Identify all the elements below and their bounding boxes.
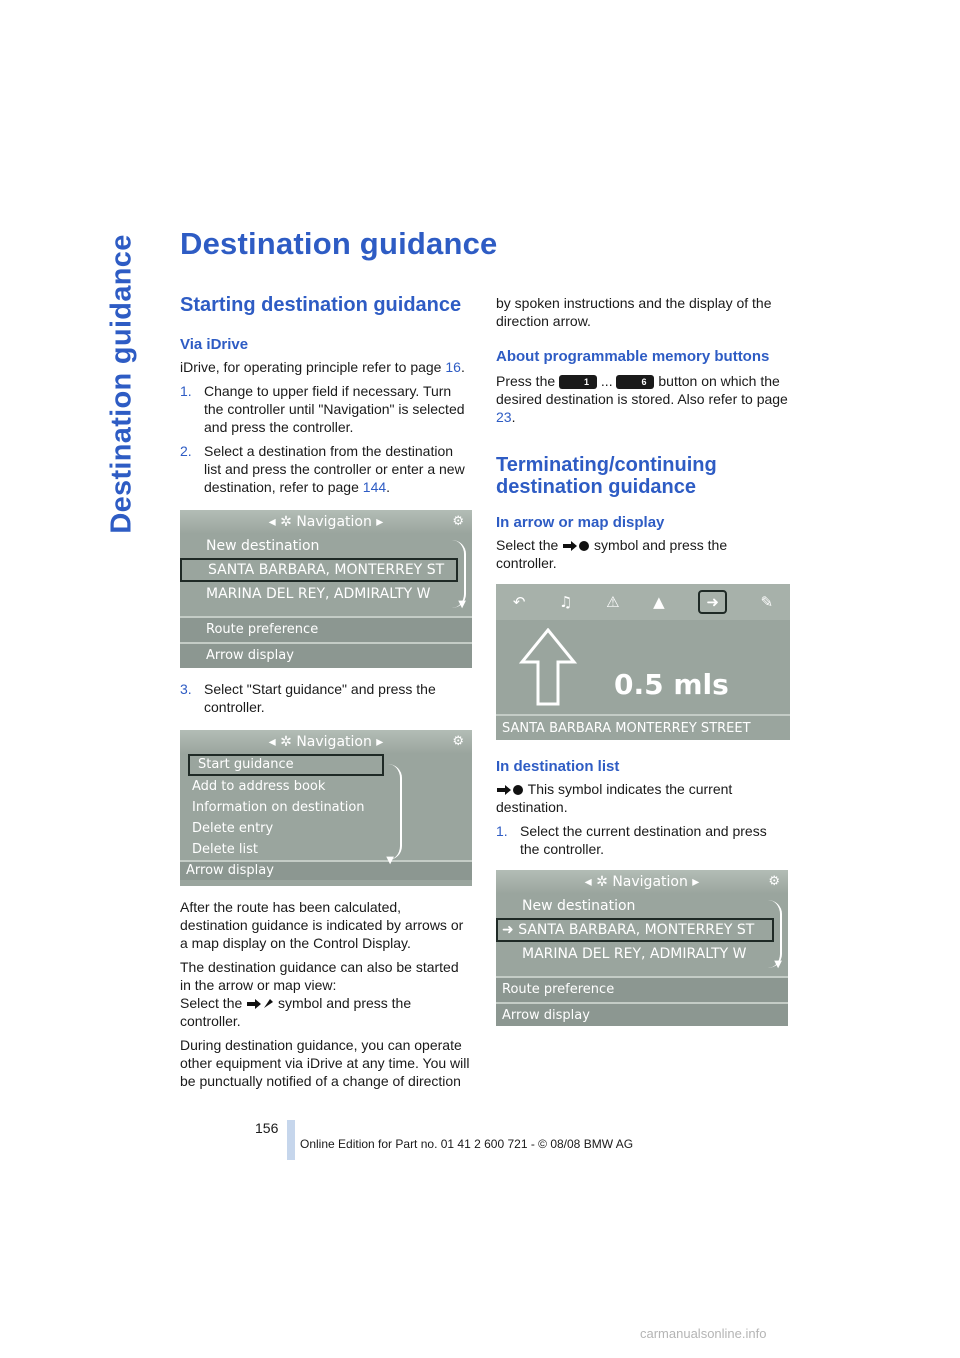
scroll-down-icon: ▼ <box>458 599 466 610</box>
menu-row: New destination <box>522 898 636 914</box>
current-destination-symbol-icon <box>496 784 524 796</box>
step-3: 3. Select "Start guidance" and press the controller. <box>180 681 436 715</box>
menu-row: Information on destination <box>192 800 365 815</box>
heading-arrow-map-display: In arrow or map display <box>496 514 665 531</box>
current-destination-symbol-icon <box>562 540 590 552</box>
step-2: 2. Select a destination from the destination list and press the controller or enter a new destination, refer to page 144. <box>180 443 465 495</box>
heading-starting-guidance: Starting destination guidance <box>180 294 462 316</box>
menu-row-selected: ➜ SANTA BARBARA, MONTERREY ST <box>496 918 774 942</box>
screen-header: ◂ ✲ Navigation ▸ <box>496 870 788 894</box>
screen-header: ◂ ✲ Navigation ▸ <box>180 730 472 754</box>
page-link-16[interactable]: 16 <box>445 359 461 375</box>
menu-row: Route preference <box>180 618 472 642</box>
arrow-display-screen <box>496 584 790 740</box>
footer-edition: Online Edition for Part no. 01 41 2 600 721 - © 08/08 BMW AG <box>300 1137 634 1151</box>
menu-row-selected: SANTA BARBARA, MONTERREY ST <box>180 558 458 582</box>
compass-icon: ✲ <box>596 874 613 890</box>
menu-row: Arrow display <box>180 644 472 668</box>
page-link-23[interactable]: 23 <box>496 409 512 425</box>
nav-arrow-right-icon: ▸ <box>371 514 384 530</box>
navigation-screen-2 <box>180 730 472 886</box>
compass-icon: ✲ <box>280 734 297 750</box>
scroll-curve <box>388 764 402 860</box>
memory-button-1-icon: 1 <box>559 375 597 389</box>
memory-button-6-icon: 6 <box>616 375 654 389</box>
nav-arrow-right-icon: ▸ <box>371 734 384 750</box>
nav-arrow-left-icon: ◂ <box>268 514 281 530</box>
paragraph-spoken: by spoken instructions and the display of the direction arrow. <box>496 295 772 329</box>
menu-row: Arrow display <box>180 862 472 880</box>
menu-row: New destination <box>206 538 320 554</box>
paragraph-memory-buttons: Press the 1 ... 6 button on which the desired destination is stored. Also refer to page 23. <box>496 373 788 425</box>
heading-destination-list: In destination list <box>496 758 620 775</box>
direction-arrow-icon <box>518 628 578 708</box>
scroll-down-icon: ▼ <box>386 855 394 866</box>
menu-row-selected: Start guidance <box>188 754 384 776</box>
menu-row: Add to address book <box>192 779 326 794</box>
menu-row: Delete list <box>192 842 258 857</box>
chapter-title: Destination guidance <box>180 226 498 261</box>
menu-row: Route preference <box>496 978 788 1002</box>
menu-row: Arrow display <box>496 1004 788 1026</box>
nav-arrow-left-icon: ◂ <box>584 874 597 890</box>
current-destination-marker-icon: ➜ <box>502 922 514 938</box>
distance-readout: 0.5 mls <box>614 668 729 701</box>
heading-terminating: Terminating/continuing destination guidance <box>496 454 717 498</box>
page-number: 156 <box>255 1120 279 1136</box>
menu-row: Delete entry <box>192 821 274 836</box>
heading-memory-buttons: About programmable memory buttons <box>496 348 770 365</box>
volume-icon: ♫ <box>559 593 573 611</box>
step-1-dest-list: 1. Select the current destination and press the controller. <box>496 823 767 857</box>
paragraph-symbol: This symbol indicates the current destination. <box>496 781 733 815</box>
navigation-screen-1 <box>180 510 472 668</box>
left-column <box>180 294 472 1096</box>
menu-row: MARINA DEL REY, ADMIRALTY W <box>522 946 747 962</box>
menu-row: MARINA DEL REY, ADMIRALTY W <box>206 586 431 602</box>
scroll-down-icon: ▼ <box>774 959 782 970</box>
paragraph-after-route: After the route has been calculated, destination guidance is indicated by arrows or a map display on the Control Display. <box>180 899 464 951</box>
nav-arrow-left-icon: ◂ <box>268 734 281 750</box>
guidance-symbol-icon <box>246 998 274 1010</box>
screen-header: ◂ ✲ Navigation ▸ <box>180 510 472 534</box>
right-column <box>496 294 790 1026</box>
settings-icon: ⚙ <box>768 874 780 889</box>
tool-icon: ✎ <box>760 593 774 611</box>
nav-arrow-right-icon: ▸ <box>687 874 700 890</box>
paragraph-arrow-view: The destination guidance can also be started in the arrow or map view: Select the symbol and press the controller. <box>180 959 459 1029</box>
paragraph-arrow-select: Select the symbol and press the controller. <box>496 537 728 571</box>
compass-icon: ✲ <box>280 514 297 530</box>
heading-via-idrive: Via iDrive <box>180 336 249 353</box>
navigation-screen-3 <box>496 870 788 1026</box>
settings-icon: ⚙ <box>452 514 464 529</box>
page-link-144[interactable]: 144 <box>362 479 387 495</box>
intro-paragraph: iDrive, for operating principle refer to page 16. <box>180 359 465 375</box>
road-icon: ▲ <box>653 593 665 611</box>
footer-accent-bar <box>287 1120 295 1160</box>
warning-icon: ⚠ <box>606 593 620 611</box>
step-1: 1. Change to upper field if necessary. Turn the controller until "Navigation" is selected and press the controller. <box>180 383 465 435</box>
paragraph-during-guidance: During destination guidance, you can operate other equipment via iDrive at any time. You will be punctually notified of a change of direction <box>180 1037 470 1089</box>
side-chapter-title: Destination guidance <box>105 234 138 534</box>
arrow-screen-toolbar <box>496 584 790 620</box>
return-icon: ↶ <box>512 593 526 611</box>
watermark: carmanualsonline.info <box>640 1326 767 1341</box>
settings-icon: ⚙ <box>452 734 464 749</box>
street-name: SANTA BARBARA MONTERREY STREET <box>496 714 790 740</box>
guidance-toggle-icon: ➜ <box>698 590 727 614</box>
